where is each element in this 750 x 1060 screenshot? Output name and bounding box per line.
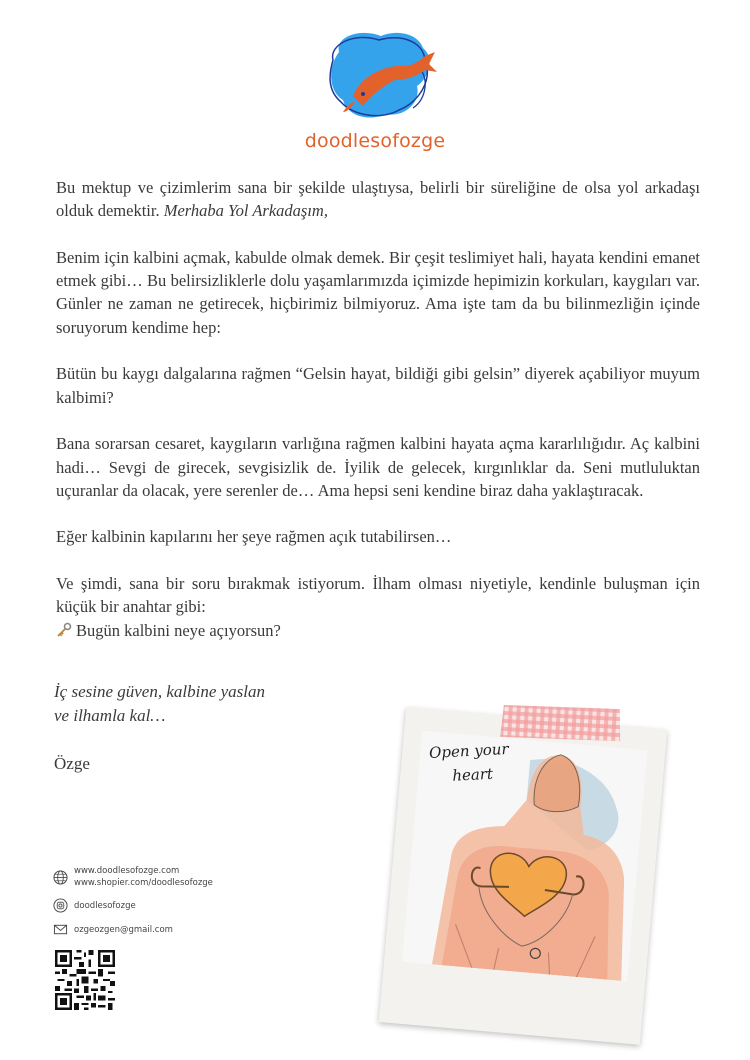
signature: Özge bbox=[54, 754, 90, 773]
instagram-row bbox=[53, 898, 213, 913]
email-address[interactable]: ozgeozgen@gmail.com bbox=[74, 924, 173, 935]
closing-line-1: İç sesine güven, kalbine yaslan bbox=[54, 682, 266, 701]
caption-line-2: heart bbox=[451, 764, 494, 785]
paragraph-3: Bütün bu kaygı dalgalarına rağmen “Gelsin hayat, bildiği gibi gelsin” diyerek açabiliyor muyum kalbimi? bbox=[56, 364, 700, 407]
paragraph-6 bbox=[56, 572, 700, 642]
mail-icon bbox=[53, 922, 68, 937]
gingham-tape bbox=[499, 703, 623, 743]
qr-code[interactable] bbox=[55, 950, 115, 1010]
paragraph-1 bbox=[56, 176, 700, 223]
website-link[interactable]: www.doodlesofozge.com bbox=[74, 866, 180, 876]
globe-icon bbox=[53, 870, 68, 885]
polaroid-frame bbox=[379, 707, 668, 1045]
paragraph-2: Benim için kalbini açmak, kabulde olmak demek. Bir çeşit teslimiyet hali, hayata kendini emanet etmek gibi… Bu belirsizliklerle dolu yaşamlarımızda içimizde hepimizin korkuları, kaygıları var. Günler ne zaman ne getirecek, hiçbirimiz bilmiyoruz. Ama işte tam da bu bilinmezliğin içinde soruyorum kendime hep: bbox=[56, 247, 700, 337]
closing-line-2: ve ilhamla kal… bbox=[54, 705, 166, 725]
artwork-photo bbox=[402, 731, 647, 982]
caption-line-1: Open your bbox=[428, 739, 509, 762]
key-icon bbox=[56, 622, 72, 638]
closing bbox=[54, 680, 374, 727]
instagram-icon bbox=[53, 898, 68, 913]
paragraph-4: Bana sorarsan cesaret, kaygıların varlığına rağmen kalbini hayata açma kararlılığıdır. Aç kalbini hadi… Sevgi de girecek, sevgisizlik de. İyilik de gelecek, kırgınlıklar da. Seni mutluluktan uçuranlar da olacak, yere serenler de… Ama hepsi seni kendine biraz daha yaklaştıracak. bbox=[56, 434, 700, 500]
instagram-handle[interactable]: doodlesofozge bbox=[74, 900, 136, 911]
website-row bbox=[53, 866, 213, 889]
email-row bbox=[53, 922, 213, 937]
shop-link[interactable]: www.shopier.com/doodlesofozge bbox=[74, 877, 213, 888]
greeting: Merhaba Yol Arkadaşım, bbox=[163, 201, 328, 221]
intro-text: Bu mektup ve çizimlerim sana bir şekilde ulaştıysa, belirli bir süreliğine de olsa yol arkadaşı olduk demektir. bbox=[56, 178, 700, 221]
letter-body bbox=[56, 176, 700, 642]
question: Bugün kalbini neye açıyorsun? bbox=[76, 620, 281, 640]
contact-block bbox=[53, 866, 213, 946]
koi-fish-logo bbox=[325, 30, 441, 120]
paragraph-5: Eğer kalbinin kapılarını her şeye rağmen açık tutabilirsen… bbox=[56, 527, 452, 547]
question-intro: Ve şimdi, sana bir soru bırakmak istiyorum. İlham olması niyetiyle, kendinle buluşman için küçük bir anahtar gibi: bbox=[56, 574, 700, 617]
brand-name: doodlesofozge bbox=[304, 130, 446, 152]
artwork-caption bbox=[428, 737, 510, 789]
